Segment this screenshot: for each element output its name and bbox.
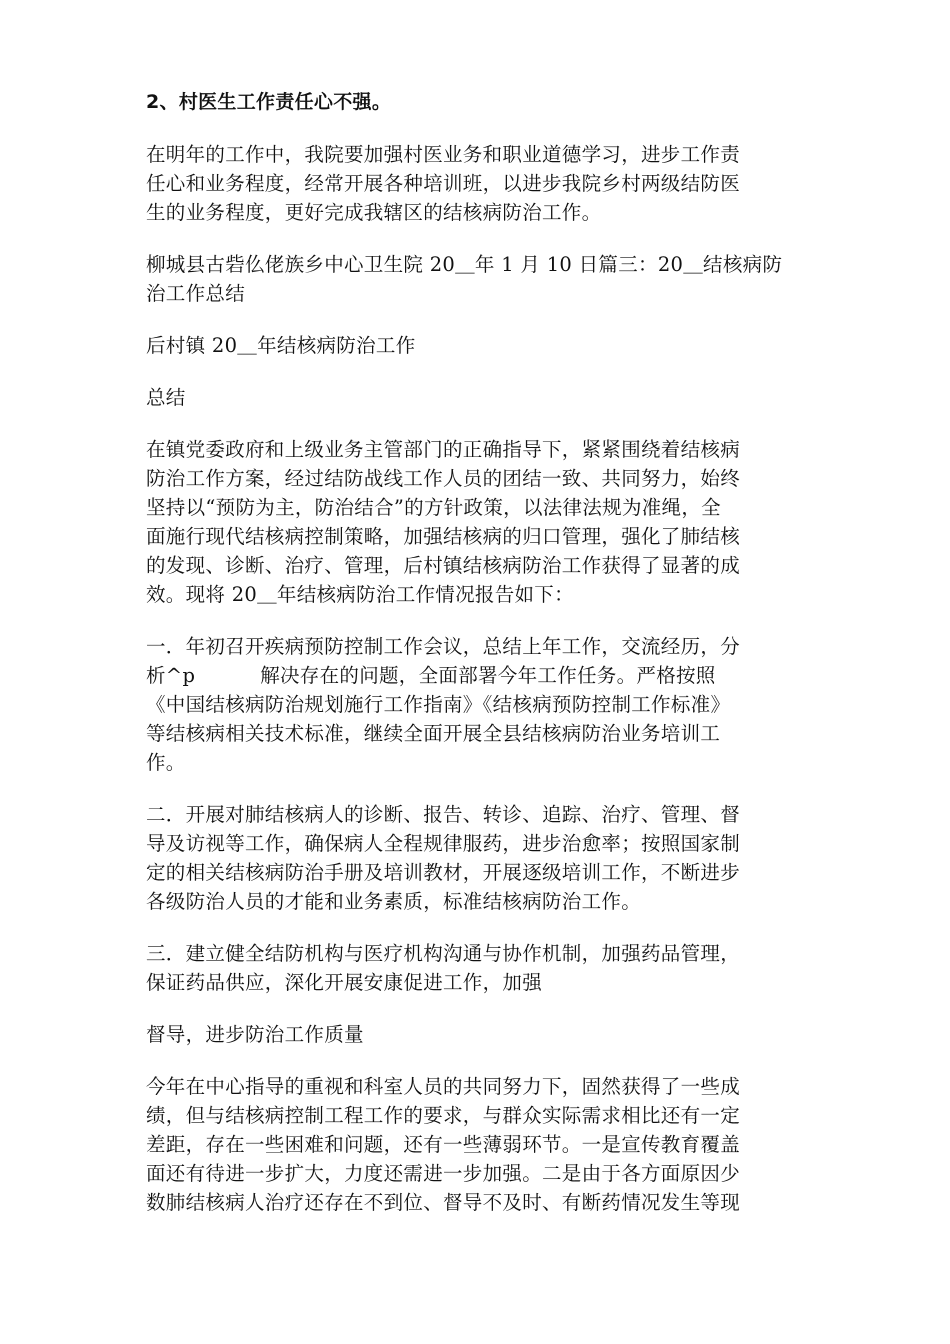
text-line: 在镇党委政府和上级业务主管部门的正确指导下，紧紧围绕着结核病 [146, 438, 741, 461]
paragraph-p-item-2 [146, 800, 806, 916]
text-line: 2、村医生工作责任心不强。 [146, 91, 392, 113]
text-line: 督导，进步防治工作质量 [146, 1023, 364, 1046]
paragraph-p-intro [146, 435, 806, 609]
text-line: 保证药品供应，深化开展安康促进工作，加强 [146, 971, 543, 994]
paragraph-p-item-1 [146, 632, 806, 777]
text-line: 一．年初召开疾病预防控制工作会议，总结上年工作，交流经历，分 [146, 635, 741, 658]
text-line: 面还有待进一步扩大，力度还需进一步加强。二是由于各方面原因少 [146, 1162, 741, 1185]
text-line: 在明年的工作中，我院要加强村医业务和职业道德学习，进步工作责 [146, 143, 741, 166]
text-line: 的发现、诊断、治疗、管理，后村镇结核病防治工作获得了显著的成 [146, 554, 741, 577]
text-line: 后村镇 20＿年结核病防治工作 [146, 334, 416, 357]
paragraph-p-supervision [146, 1020, 806, 1049]
text-line: 面施行现代结核病控制策略，加强结核病的归口管理，强化了肺结核 [146, 525, 741, 548]
text-line: 坚持以“预防为主，防治结合”的方针政策，以法律法规为准绳，全 [146, 496, 721, 519]
text-line: 各级防治人员的才能和业务素质，标准结核病防治工作。 [146, 890, 642, 913]
text-line: 三．建立健全结防机构与医疗机构沟通与协作机制，加强药品管理， [146, 942, 741, 965]
text-line: 作。 [146, 751, 186, 774]
text-line: 任心和业务程度，经常开展各种培训班，以进步我院乡村两级结防医 [146, 172, 741, 195]
text-line: 柳城县古砦仫佬族乡中心卫生院 20＿年 1 月 10 日篇三：20＿结核病防 [146, 253, 783, 276]
text-line: 析^p 解决存在的问题，全面部署今年工作任务。严格按照 [146, 664, 716, 687]
text-line: 生的业务程度，更好完成我辖区的结核病防治工作。 [146, 201, 602, 224]
text-line: 治工作总结 [146, 282, 246, 305]
text-line: 导及访视等工作，确保病人全程规律服药，进步治愈率；按照国家制 [146, 832, 741, 855]
text-line: 二．开展对肺结核病人的诊断、报告、转诊、追踪、治疗、管理、督 [146, 803, 741, 826]
paragraph-heading-2 [146, 88, 806, 117]
text-line: 《中国结核病防治规划施行工作指南》《结核病预防控制工作标准》 [146, 693, 731, 716]
text-line: 差距，存在一些困难和问题，还有一些薄弱环节。一是宣传教育覆盖 [146, 1133, 741, 1156]
paragraph-p-item-3 [146, 939, 806, 997]
text-line: 效。现将 20＿年结核病防治工作情况报告如下： [146, 583, 574, 606]
text-line: 数肺结核病人治疗还存在不到位、督导不及时、有断药情况发生等现 [146, 1191, 741, 1214]
paragraph-p-title [146, 331, 806, 360]
paragraph-p-this-year [146, 1072, 806, 1217]
text-line: 总结 [146, 386, 186, 409]
text-line: 等结核病相关技术标准，继续全面开展全县结核病防治业务培训工 [146, 722, 721, 745]
text-line: 防治工作方案，经过结防战线工作人员的团结一致、共同努力，始终 [146, 467, 741, 490]
paragraph-p-next-year [146, 140, 806, 227]
text-line: 今年在中心指导的重视和科室人员的共同努力下，固然获得了一些成 [146, 1075, 741, 1098]
paragraph-p-summary-label [146, 383, 806, 412]
text-line: 绩，但与结核病控制工程工作的要求，与群众实际需求相比还有一定 [146, 1104, 741, 1127]
text-line: 定的相关结核病防治手册及培训教材，开展逐级培训工作，不断进步 [146, 861, 741, 884]
paragraph-p-signature [146, 250, 806, 308]
document-page [146, 88, 806, 1240]
